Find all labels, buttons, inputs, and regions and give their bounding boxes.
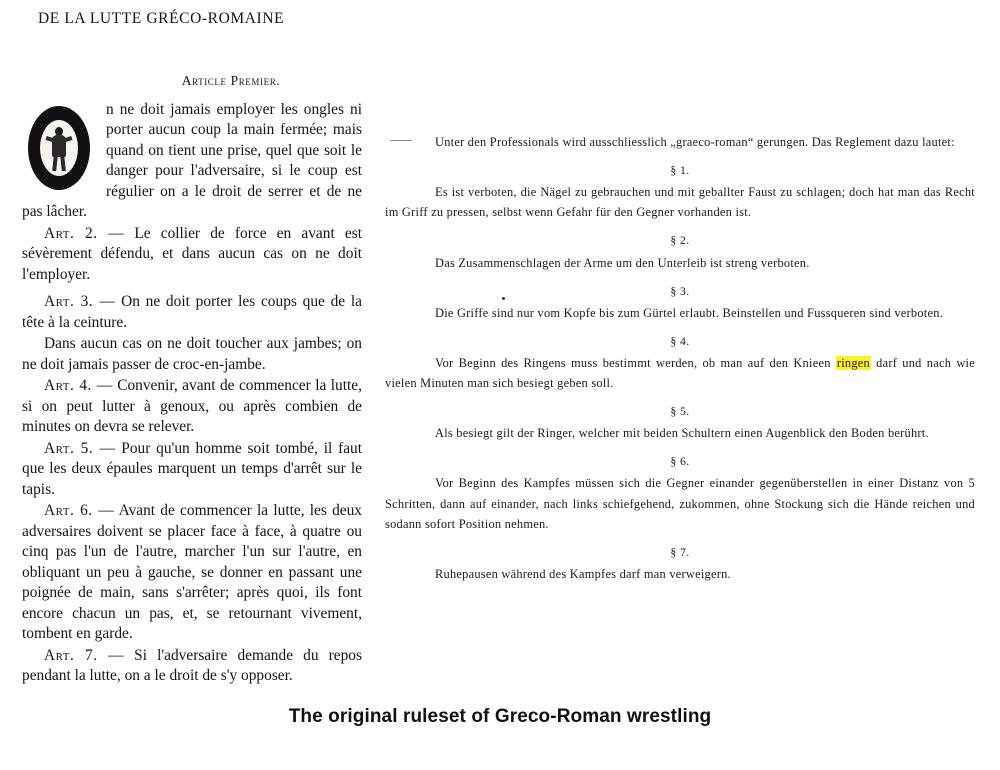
article-3-label: Art. 3. — bbox=[44, 293, 116, 311]
paragraph-legs-prohibition-text: Dans aucun cas on ne doit toucher aux jambes; on ne doit jamais passer de croc-en-jambe. bbox=[22, 335, 362, 373]
article-2-text: Le collier de force en avant est sévèrement défendu, et dans aucun cas on ne doit l'employer. bbox=[22, 224, 362, 283]
article-3-text: On ne doit porter les coups que de la tête à la ceinture. bbox=[22, 293, 362, 331]
scan-artifact-dot bbox=[502, 297, 505, 300]
article-6-label: Art. 6. — bbox=[44, 502, 115, 520]
section-number-5: § 5. bbox=[670, 404, 690, 419]
article-4-text: Convenir, avant de commencer la lutte, si on peut lutter à genoux, ou après combien de minutes on devra se relever. bbox=[22, 377, 362, 436]
section-number-3: § 3. bbox=[670, 283, 690, 298]
paragraph-article-7 bbox=[22, 646, 362, 687]
scan-artifact-mark bbox=[390, 140, 412, 141]
section-text-5: Als besiegt gilt der Ringer, welcher mit beiden Schultern einen Augenblick den Boden berührt. bbox=[435, 426, 929, 441]
running-head: DE LA LUTTE GRÉCO-ROMAINE bbox=[38, 10, 285, 27]
section-text-6: Vor Beginn des Kampfes müssen sich die Gegner einander gegenüberstellen in einer Distanz von 5 Schritten, dann auf einander, nach links schiefgehend, zukommen, ohne Stockung sich die Hände reichen und sodann sofort Position nehmen. bbox=[385, 476, 975, 531]
paragraph-article-1-text: n ne doit jamais employer les ongles ni porter aucun coup la main fermée; mais quand on tient une prise, quel que soit le danger pour l'adversaire, si le coup est régulier on a le droit de serrer et de ne pas lâcher. bbox=[22, 100, 362, 221]
section-title-article-premier: Article Premier. bbox=[181, 73, 281, 88]
section-text-7: Ruhepausen während des Kampfes darf man verweigern. bbox=[435, 566, 731, 581]
article-2-label: Art. 2. — bbox=[44, 224, 125, 242]
section-number-1: § 1. bbox=[670, 163, 690, 178]
paragraph-article-6 bbox=[22, 501, 362, 644]
section-number-7: § 7. bbox=[670, 544, 690, 559]
section-text-4 bbox=[385, 353, 975, 393]
paragraph-article-3 bbox=[22, 292, 362, 333]
article-6-text: Avant de commencer la lutte, les deux adversaires doivent se placer face à face, à quatre ou cinq pas l'un de l'autre, marcher l'un sur l'autre, en obliquant un peu à gauche, se donner en passant une poignée de main, sans s'arrêter; après quoi, ils font encore chacun un pas, et, se retournant vivement, tombent en garde. bbox=[22, 502, 363, 643]
french-text-column bbox=[22, 72, 362, 688]
german-page bbox=[385, 132, 975, 584]
decorative-initial-wrestler-icon bbox=[22, 102, 98, 194]
article-5-text: Pour qu'un homme soit tombé, il faut que les deux épaules marquent un temps d'arrêt sur le tapis. bbox=[22, 439, 362, 498]
opening-paragraph-block bbox=[22, 100, 362, 223]
paragraph-article-4 bbox=[22, 376, 362, 437]
german-intro-paragraph: Unter den Professionals wird ausschliesslich „graeco-roman“ gerungen. Das Reglement dazu lautet: bbox=[435, 135, 955, 149]
figure-caption: The original ruleset of Greco-Roman wrestling bbox=[288, 706, 712, 727]
paragraph-article-2 bbox=[22, 224, 362, 285]
article-7-text: Si l'adversaire demande du repos pendant la lutte, on a le droit de s'y opposer. bbox=[22, 646, 362, 685]
section-4-text-before: Vor Beginn des Ringens muss bestimmt werden, ob man auf den Knieen bbox=[435, 355, 836, 370]
article-5-label: Art. 5. — bbox=[44, 439, 116, 457]
paragraph-legs-prohibition bbox=[22, 334, 362, 375]
section-number-6: § 6. bbox=[670, 454, 690, 469]
section-text-3: Die Griffe sind nur vom Kopfe bis zum Gürtel erlaubt. Beinstellen und Fussqueren sind verboten. bbox=[435, 305, 944, 320]
paragraph-article-5 bbox=[22, 439, 362, 500]
article-7-label: Art. 7. — bbox=[44, 646, 125, 664]
french-page bbox=[0, 0, 375, 700]
section-4-text-after: darf und nach wie vielen Minuten man sich besiegt geben soll. bbox=[385, 355, 975, 390]
highlighted-term-ringen: ringen bbox=[836, 355, 870, 370]
section-number-4: § 4. bbox=[670, 333, 690, 348]
section-text-1: Es ist verboten, die Nägel zu gebrauchen und mit geballter Faust zu schlagen; doch hat man das Recht im Griff zu pressen, selbst wenn Gefahr für den Gegner vorhanden ist. bbox=[385, 185, 975, 220]
section-text-2: Das Zusammenschlagen der Arme um den Unterleib ist streng verboten. bbox=[435, 255, 810, 270]
article-4-label: Art. 4. — bbox=[44, 377, 113, 395]
section-number-2: § 2. bbox=[670, 233, 690, 248]
